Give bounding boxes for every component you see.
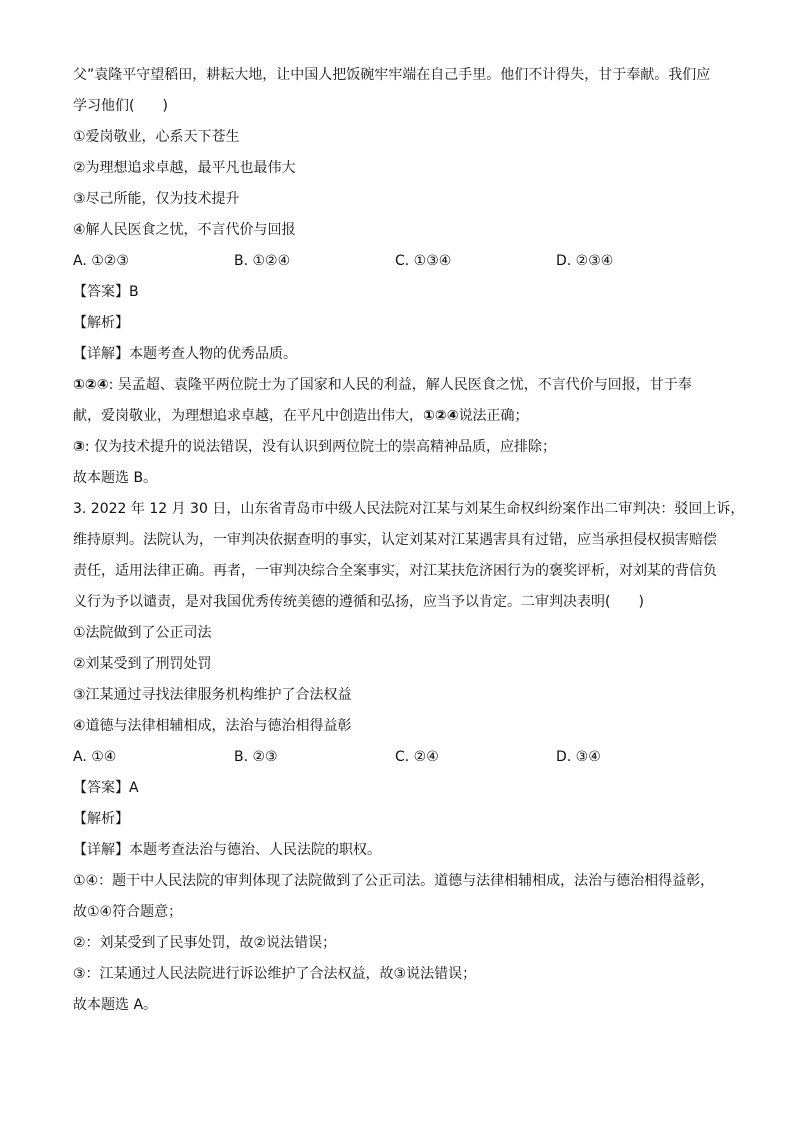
q3-point-1: ①④：题干中人民法院的审判体现了法院做到了公正司法。道德与法律相辅相成，法治与德治相得益彰， xyxy=(73,873,715,889)
q2-point-1-cont-nums: ①②④ xyxy=(423,408,459,424)
q3-stem-line-1: 3. 2022 年 12 月 30 日，山东省青岛市中级人民法院对江某与刘某生命权纠纷案作出二审判决：驳回上诉， xyxy=(73,501,745,517)
q3-statement-1: ①法院做到了公正司法 xyxy=(73,625,212,641)
q2-analysis-label: 【解析】 xyxy=(73,315,129,331)
q2-stem-line-2: 学习他们( ) xyxy=(73,98,168,114)
q3-detail-label: 【详解】 xyxy=(73,842,129,858)
q2-point-1-nums: ①②④ xyxy=(73,377,109,393)
q2-statement-3: ③尽己所能，仅为技术提升 xyxy=(73,191,240,207)
q3-option-b: B. ②③ xyxy=(234,749,278,765)
q2-option-d: D. ②③④ xyxy=(556,253,614,269)
q2-point-2-nums: ③ xyxy=(73,439,85,455)
q2-answer-value: B xyxy=(129,284,139,300)
q3-option-d: D. ③④ xyxy=(556,749,601,765)
q3-stem-line-2: 维持原判。法院认为，一审判决依据查明的事实，认定刘某对江某遇害具有过错，应当承担侵权损害赔偿 xyxy=(73,532,717,548)
q2-point-1-cont xyxy=(73,401,723,432)
q2-point-1-cont-b: 说法正确； xyxy=(458,408,529,424)
q2-option-c: C. ①③④ xyxy=(395,253,452,269)
q3-options xyxy=(73,742,723,773)
q2-point-2 xyxy=(73,432,723,463)
q2-stem-line-1: 父”袁隆平守望稻田，耕耘大地，让中国人把饭碗牢牢端在自己手里。他们不计得失，甘于奉献。我们应 xyxy=(73,67,711,83)
q3-conclusion: 故本题选 A。 xyxy=(73,997,158,1013)
q3-stem-line-4: 义行为予以谴责，是对我国优秀传统美德的遵循和弘扬，应当予以肯定。二审判决表明( ) xyxy=(73,594,644,610)
q3-option-c: C. ②④ xyxy=(395,749,439,765)
q3-detail-intro: 本题考查法治与德治、人民法院的职权。 xyxy=(129,842,381,858)
q3-answer xyxy=(73,773,723,804)
q2-option-b: B. ①②④ xyxy=(234,253,291,269)
q3-point-1-cont: 故①④符合题意； xyxy=(73,904,183,920)
q3-point-3: ③：江某通过人民法院进行诉讼维护了合法权益，故③说法错误； xyxy=(73,966,477,982)
document-page xyxy=(73,60,745,1021)
q2-point-1 xyxy=(73,370,723,401)
q2-detail-label: 【详解】 xyxy=(73,346,129,362)
q3-detail xyxy=(73,835,723,866)
q3-statement-4: ④道德与法律相辅相成，法治与德治相得益彰 xyxy=(73,718,352,734)
q2-detail-intro: 本题考查人物的优秀品质。 xyxy=(129,346,297,362)
q3-statement-3: ③江某通过寻找法律服务机构维护了合法权益 xyxy=(73,687,352,703)
q2-answer xyxy=(73,277,723,308)
q3-answer-label: 【答案】 xyxy=(73,780,129,796)
q2-conclusion: 故本题选 B。 xyxy=(73,470,158,486)
q2-option-a: A. ①②③ xyxy=(73,253,129,269)
q3-point-2: ②：刘某受到了民事处罚，故②说法错误； xyxy=(73,935,337,951)
q2-statement-1: ①爱岗敬业，心系天下苍生 xyxy=(73,129,240,145)
q2-statement-2: ②为理想追求卓越，最平凡也最伟大 xyxy=(73,160,296,176)
q2-options xyxy=(73,246,723,277)
q2-point-1-cont-a: 献，爱岗敬业，为理想追求卓越，在平凡中创造出伟大， xyxy=(73,408,423,424)
q2-statement-4: ④解人民医食之忧，不言代价与回报 xyxy=(73,222,296,238)
q3-option-a: A. ①④ xyxy=(73,749,117,765)
q2-point-1-text: : 吴孟超、袁隆平两位院士为了国家和人民的利益，解人民医食之忧，不言代价与回报，甘于奉 xyxy=(108,377,692,393)
q3-statement-2: ②刘某受到了刑罚处罚 xyxy=(73,656,212,672)
q2-answer-label: 【答案】 xyxy=(73,284,129,300)
q3-answer-value: A xyxy=(129,780,139,796)
q3-analysis-label: 【解析】 xyxy=(73,811,129,827)
q2-detail xyxy=(73,339,723,370)
q3-stem-line-3: 责任，适用法律正确。再者，一审判决综合全案事实，对江某扶危济困行为的褒奖评析，对刘某的背信负 xyxy=(73,563,717,579)
q2-point-2-text: : 仅为技术提升的说法错误，没有认识到两位院士的崇高精神品质，应排除； xyxy=(84,439,557,455)
